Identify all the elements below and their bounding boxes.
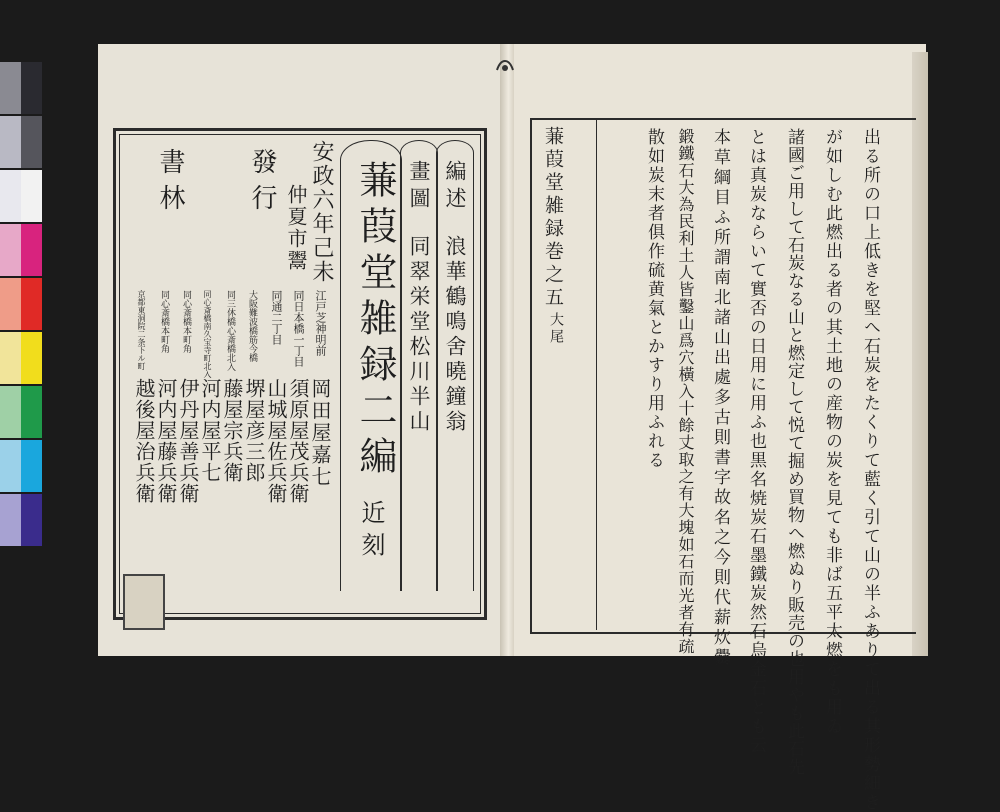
artist-role: 畫圖 (407, 160, 431, 214)
body-column-3: 諸國ご用して石炭なる山と燃定して悦て掘め買物へ燃ぬり販売の也用やも此石先 (784, 128, 804, 776)
binding-thread-icon (493, 56, 517, 78)
publish-season: 仲夏市鬻 (284, 184, 308, 272)
book-subtitle: 近刻 (357, 500, 385, 564)
body-column-5: 本草綱目ふ所謂南北諸山出處多古則書字故名之今則代薪炊爨 (710, 128, 730, 668)
shop-2: 須原屋茂兵衛 (286, 378, 310, 504)
book-gutter (500, 44, 514, 656)
address-4: 大阪難波橋筋今橋 (247, 290, 257, 362)
address-9: 京都東洞院二条下ル町 (137, 290, 146, 370)
volume-heading: 蒹葭堂雑録巻之五 (542, 126, 564, 310)
address-1: 江戸芝神明前 (314, 290, 327, 356)
body-column-2: が如しむ此燃出る者の其土地の産物の炭を見ても非ば五平太燃をも用ゐ (822, 128, 842, 736)
address-3: 同通二丁目 (270, 290, 283, 345)
address-2: 同日本橋一丁目 (292, 290, 305, 367)
shop-6: 河内屋平七 (198, 378, 222, 483)
shop-3: 山城屋佐兵衛 (264, 378, 288, 504)
shop-4: 堺屋彦三郎 (242, 378, 266, 483)
body-column-7: 散如炭末者俱作硫黄氣とかすり用ふれる (644, 128, 664, 470)
address-6: 同心斎橋南久宝寺町北入 (203, 290, 212, 378)
volume-end-mark: 大尾 (548, 312, 564, 346)
color-calibration-strip (0, 62, 42, 550)
shop-8: 河内屋藤兵衛 (154, 378, 178, 504)
body-column-1: 出る所の口上低きを堅へ石炭をたくりて藍く引て山の半ふありて出る其形勢細き (860, 128, 880, 812)
artist-name: 同翠栄堂松川半山 (407, 235, 431, 435)
publish-label: 發行 (247, 148, 277, 220)
shop-1: 岡田屋嘉七 (308, 378, 332, 488)
publish-date: 安政六年己未 (309, 140, 334, 284)
author-role: 編述 (443, 160, 467, 214)
address-8: 同心斎橋本町角 (159, 290, 169, 353)
bookseller-label: 書林 (155, 148, 185, 220)
address-5: 同三休橋心斎橋北入 (225, 290, 235, 371)
shop-5: 藤屋宗兵衛 (220, 378, 244, 483)
address-7: 同心斎橋本町角 (181, 290, 191, 353)
shop-9: 越後屋治兵衛 (132, 378, 156, 504)
book-title: 蒹葭堂雑録二編 (353, 160, 397, 482)
frame-divider (596, 118, 597, 630)
author-name: 浪華鶴鳴舍曉鐘翁 (443, 235, 467, 435)
library-seal (123, 574, 165, 630)
body-column-6: 鍛鐵石大為民利土人皆鑿山爲穴橫入十餘丈取之有大塊如石而光者有疏 (676, 128, 695, 655)
shop-7: 伊丹屋善兵衛 (176, 378, 200, 504)
body-column-4: とは真炭ならいて實否の日用に用ふ也黒名焼炭石墨鐵炭然石烏金石とも云 (746, 128, 766, 755)
